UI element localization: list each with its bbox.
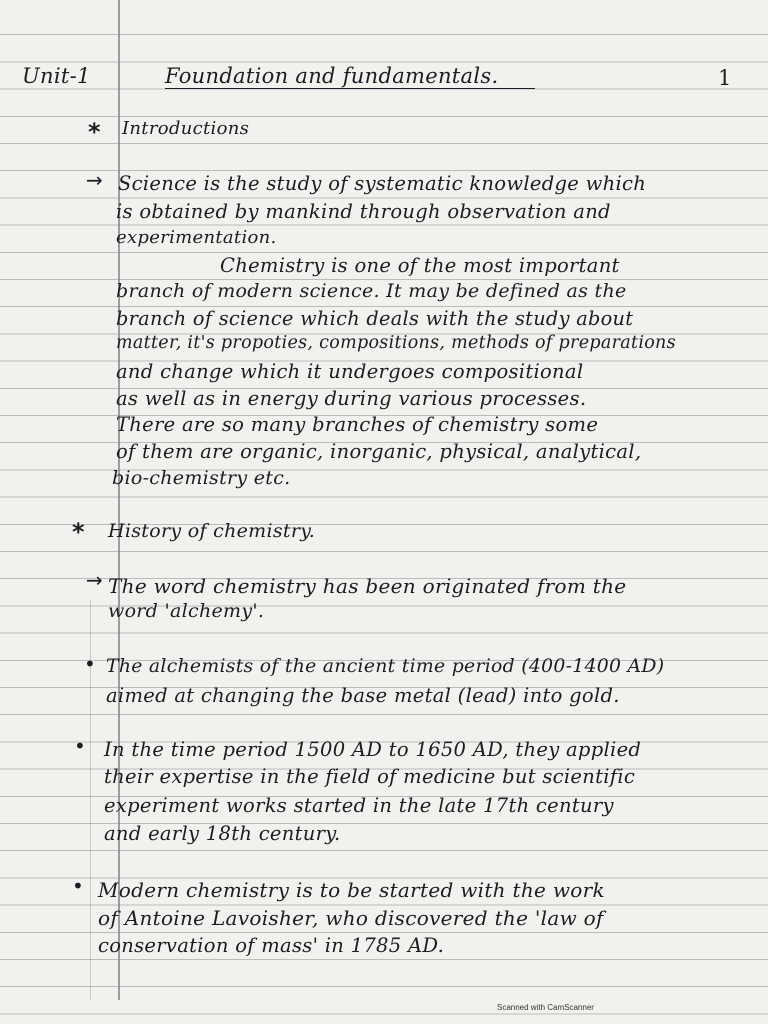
text-line: There are so many branches of chemistry some (116, 413, 599, 436)
text-line: Chemistry is one of the most important (220, 254, 620, 277)
star-marker: * (72, 518, 85, 546)
text-line: and change which it undergoes compositional (116, 360, 584, 383)
text-line: their expertise in the field of medicine but scientific (104, 765, 636, 788)
text-line: and early 18th century. (104, 822, 341, 845)
text-line: aimed at changing the base metal (lead) into gold. (106, 684, 620, 707)
text-line: branch of modern science. It may be defined as the (116, 280, 627, 302)
dot-marker: • (74, 734, 86, 758)
dot-marker: • (84, 652, 96, 676)
text-line: conservation of mass' in 1785 AD. (98, 934, 445, 957)
text-line: branch of science which deals with the study about (116, 307, 634, 330)
text-line: is obtained by mankind through observation and (116, 200, 611, 223)
text-line: as well as in energy during various processes. (116, 387, 587, 410)
text-line: matter, it's propoties, compositions, methods of preparations (116, 333, 676, 353)
arrow-marker: → (86, 168, 103, 192)
text-line: In the time period 1500 AD to 1650 AD, they applied (104, 738, 642, 761)
dot-marker: • (72, 874, 84, 898)
text-line: The alchemists of the ancient time period (400-1400 AD) (106, 656, 665, 677)
page-title: Foundation and fundamentals. (165, 64, 535, 89)
arrow-marker: → (86, 568, 103, 592)
text-line: of them are organic, inorganic, physical, analytical, (116, 440, 642, 463)
text-line: Modern chemistry is to be started with the work (98, 878, 605, 902)
text-line: experimentation. (116, 227, 277, 248)
unit-label: Unit-1 (22, 64, 91, 88)
page-number: 1 (718, 66, 732, 90)
text-line: bio-chemistry etc. (112, 467, 291, 489)
margin-line (118, 0, 120, 1000)
text-line: word 'alchemy'. (108, 600, 265, 622)
text-line: of Antoine Lavoisher, who discovered the 'law of (98, 906, 604, 930)
text-line: The word chemistry has been originated from the (108, 574, 627, 598)
text-line: Science is the study of systematic knowledge which (118, 172, 647, 195)
star-marker: * (88, 118, 101, 146)
intro-heading: Introductions (122, 118, 250, 139)
scanner-watermark: Scanned with CamScanner (497, 1003, 594, 1012)
text-line: experiment works started in the late 17th century (104, 794, 614, 817)
history-heading: History of chemistry. (108, 520, 316, 542)
